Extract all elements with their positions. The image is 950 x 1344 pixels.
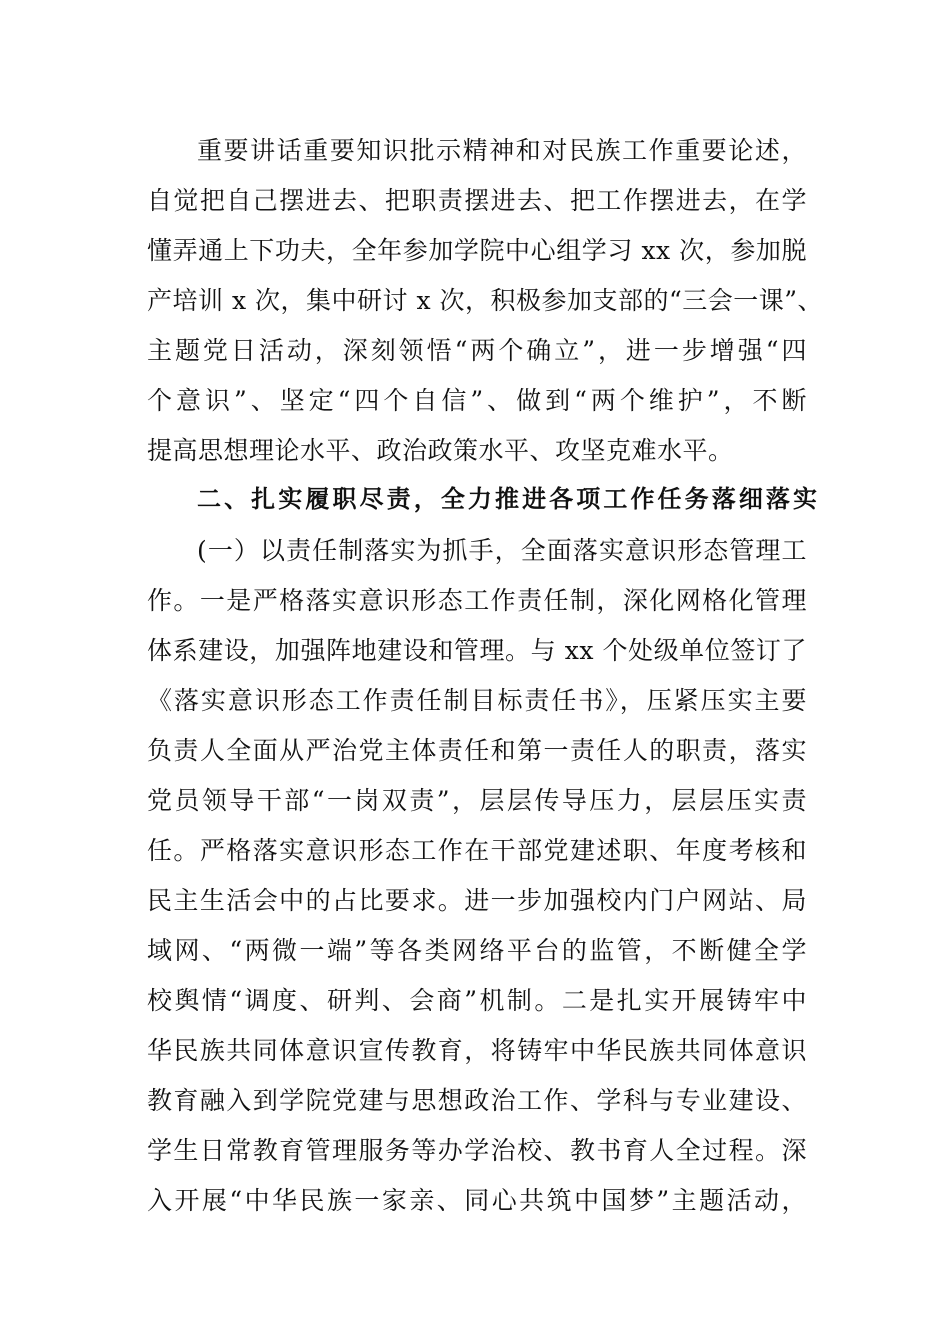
text-line: 党员领导干部“一岗双责”，层层传导压力，层层压实责	[147, 786, 807, 815]
text-line: 自觉把自己摆进去、把职责摆进去、把工作摆进去，在学	[147, 186, 807, 215]
text-line: 重要讲话重要知识批示精神和对民族工作重要论述，	[197, 136, 807, 165]
text-line: 学生日常教育管理服务等办学治校、教书育人全过程。深	[147, 1136, 807, 1165]
text-line: 负责人全面从严治党主体责任和第一责任人的职责，落实	[147, 736, 807, 765]
text-line: 域网、“两微一端”等各类网络平台的监管，不断健全学	[147, 936, 807, 965]
text-line: 提高思想理论水平、政治政策水平、攻坚克难水平。	[147, 436, 734, 465]
text-line: 懂弄通上下功夫，全年参加学院中心组学习 xx 次，参加脱	[147, 236, 807, 265]
text-line: 校舆情“调度、研判、会商”机制。二是扎实开展铸牢中	[147, 986, 807, 1015]
section-heading: 二、扎实履职尽责，全力推进各项工作任务落细落实	[197, 485, 817, 513]
text-line: 主题党日活动，深刻领悟“两个确立”，进一步增强“四	[147, 336, 807, 365]
text-line: 作。一是严格落实意识形态工作责任制，深化网格化管理	[147, 586, 807, 615]
text-line: 个意识”、坚定“四个自信”、做到“两个维护”，不断	[147, 386, 807, 415]
text-line: 体系建设，加强阵地建设和管理。与 xx 个处级单位签订了	[147, 636, 807, 665]
text-line: 产培训 x 次，集中研讨 x 次，积极参加支部的“三会一课”、	[147, 286, 824, 315]
text-line: 教育融入到学院党建与思想政治工作、学科与专业建设、	[147, 1086, 807, 1115]
text-line: 《落实意识形态工作责任制目标责任书》，压紧压实主要	[147, 686, 807, 715]
text-line: 华民族共同体意识宣传教育，将铸牢中华民族共同体意识	[147, 1036, 807, 1065]
text-line: 民主生活会中的占比要求。进一步加强校内门户网站、局	[147, 886, 807, 915]
text-line: (一）以责任制落实为抓手，全面落实意识形态管理工	[197, 536, 807, 565]
text-line: 入开展“中华民族一家亲、同心共筑中国梦”主题活动，	[147, 1186, 807, 1215]
text-line: 任。严格落实意识形态工作在干部党建述职、年度考核和	[147, 836, 807, 865]
